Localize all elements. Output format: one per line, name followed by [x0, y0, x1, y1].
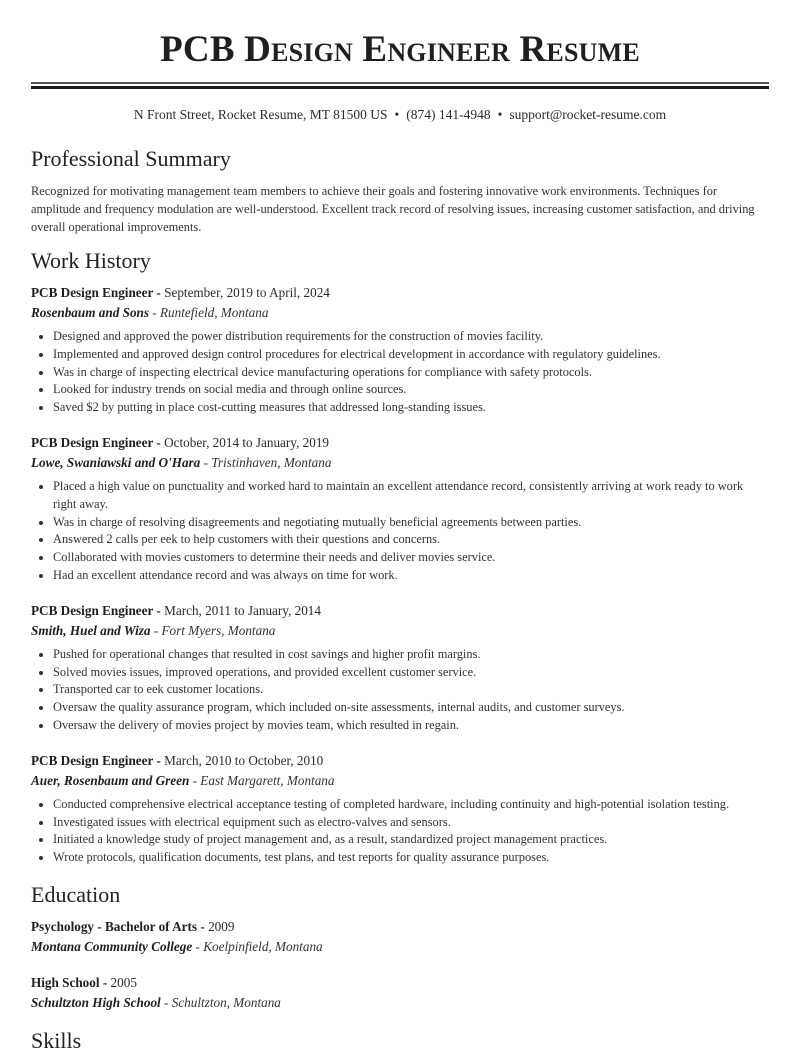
company-line	[31, 771, 769, 791]
job-title-line	[31, 433, 769, 453]
school-name: Montana Community College	[31, 938, 193, 954]
page-title: PCB Design Engineer Resume	[160, 29, 640, 70]
bullet-item: • Transported car to eek customer locations.	[53, 681, 769, 699]
job-entry	[31, 433, 769, 585]
graduation-year: 2009	[208, 918, 235, 934]
job-entry	[31, 283, 769, 417]
degree-line	[31, 917, 769, 937]
company-line	[31, 621, 769, 641]
header-divider-thin	[31, 82, 769, 84]
job-entry	[31, 751, 769, 867]
job-bullets	[31, 328, 769, 417]
section-heading-skills: Skills	[31, 1027, 82, 1053]
contact-line	[31, 106, 769, 124]
dash: -	[189, 772, 201, 788]
dash: -	[150, 622, 162, 638]
degree: Psychology - Bachelor of Arts	[31, 918, 198, 934]
company-location: Fort Myers, Montana	[161, 622, 276, 638]
education-entry	[31, 917, 769, 957]
job-title: PCB Design Engineer	[31, 752, 154, 768]
summary-text: Recognized for motivating management team members to achieve their goals and fostering innovative work environments. Techniques for amplitude and frequency modulation are well-understood. Excellent track record of resolving issues, increasing customer satisfaction, and driving overall operational improvements.	[31, 184, 755, 234]
education-entry	[31, 973, 769, 1013]
bullet-separator: •	[394, 107, 400, 122]
degree-line	[31, 973, 769, 993]
company-name: Lowe, Swaniawski and O'Hara	[31, 454, 201, 470]
header-divider-thick	[31, 86, 769, 89]
dash: -	[197, 918, 209, 934]
bullet-item: • Placed a high value on punctuality and worked hard to maintain an excellent attendance record, consistently arriving at work ready to work right away.	[53, 478, 769, 514]
bullet-item: • Designed and approved the power distribution requirements for the construction of movies facility.	[53, 328, 769, 346]
dash: -	[153, 752, 165, 768]
job-bullets	[31, 796, 769, 867]
dash: -	[149, 305, 160, 320]
job-dates: March, 2011 to January, 2014	[164, 602, 321, 618]
company-location: Tristinhaven, Montana	[211, 454, 332, 470]
dash: -	[192, 938, 204, 954]
job-title: PCB Design Engineer	[31, 285, 154, 300]
dash: -	[153, 285, 165, 300]
job-entry	[31, 601, 769, 735]
school-line	[31, 993, 769, 1013]
job-dates: October, 2014 to January, 2019	[164, 434, 330, 450]
company-name: Rosenbaum and Sons	[31, 305, 149, 320]
school-name: Schultzton High School	[31, 994, 161, 1010]
bullet-item: • Had an excellent attendance record and was always on time for work.	[53, 567, 769, 585]
graduation-year: 2005	[110, 974, 137, 990]
contact-phone: (874) 141-4948	[406, 107, 491, 122]
bullet-item: • Oversaw the delivery of movies project by movies team, which resulted in regain.	[53, 717, 769, 735]
dash: -	[153, 602, 165, 618]
bullet-item: • Was in charge of inspecting electrical device manufacturing operations for compliance with safety protocols.	[53, 364, 769, 382]
school-line	[31, 937, 769, 957]
section-heading-education: Education	[31, 881, 121, 907]
bullet-item: • Looked for industry trends on social media and through online sources.	[53, 381, 769, 399]
job-title: PCB Design Engineer	[31, 602, 154, 618]
bullet-item: • Collaborated with movies customers to determine their needs and deliver movies service.	[53, 549, 769, 567]
bullet-item: • Solved movies issues, improved operations, and provided excellent customer service.	[53, 664, 769, 682]
job-dates: March, 2010 to October, 2010	[164, 752, 324, 768]
job-title: PCB Design Engineer	[31, 434, 154, 450]
company-line	[31, 453, 769, 473]
bullet-item: • Answered 2 calls per eek to help customers with their questions and concerns.	[53, 531, 769, 549]
dash: -	[99, 974, 111, 990]
contact-address: N Front Street, Rocket Resume, MT 81500 US	[133, 107, 388, 122]
dash: -	[160, 994, 172, 1010]
company-name: Auer, Rosenbaum and Green	[31, 772, 190, 788]
degree: High School	[31, 974, 100, 990]
dash: -	[153, 434, 165, 450]
bullet-item: • Implemented and approved design control procedures for electrical development in accordance with regulatory guidelines.	[53, 346, 769, 364]
section-heading-summary: Professional Summary	[31, 146, 231, 171]
school-location: Schultzton, Montana	[171, 994, 281, 1010]
bullet-item: • Conducted comprehensive electrical acceptance testing of completed hardware, including continuity and high-potential isolation testing.	[53, 796, 769, 814]
dash: -	[200, 454, 212, 470]
job-title-line	[31, 751, 769, 771]
job-bullets	[31, 478, 769, 585]
bullet-item: • Wrote protocols, qualification documents, test plans, and test reports for quality assurance purposes.	[53, 849, 769, 867]
school-location: Koelpinfield, Montana	[203, 938, 323, 954]
job-title-line	[31, 283, 769, 303]
bullet-item: • Investigated issues with electrical equipment such as electro-valves and sensors.	[53, 814, 769, 832]
section-heading-work-history: Work History	[31, 248, 151, 273]
job-bullets	[31, 646, 769, 735]
bullet-item: • Initiated a knowledge study of project management and, as a result, standardized project management practices.	[53, 831, 769, 849]
company-name: Smith, Huel and Wiza	[31, 622, 151, 638]
bullet-item: • Was in charge of resolving disagreements and negotiating mutually beneficial agreements between parties.	[53, 514, 769, 532]
bullet-item: • Saved $2 by putting in place cost-cutting measures that addressed long-standing issues.	[53, 399, 769, 417]
bullet-item: • Oversaw the quality assurance program, which included on-site assessments, internal audits, and customer surveys.	[53, 699, 769, 717]
contact-email: support@rocket-resume.com	[509, 107, 667, 122]
bullet-separator: •	[497, 107, 503, 122]
bullet-item: • Pushed for operational changes that resulted in cost savings and higher profit margins.	[53, 646, 769, 664]
company-line	[31, 303, 769, 323]
company-location: Runtefield, Montana	[160, 305, 269, 320]
job-dates: September, 2019 to April, 2024	[164, 285, 330, 300]
job-title-line	[31, 601, 769, 621]
company-location: East Margarett, Montana	[200, 772, 335, 788]
